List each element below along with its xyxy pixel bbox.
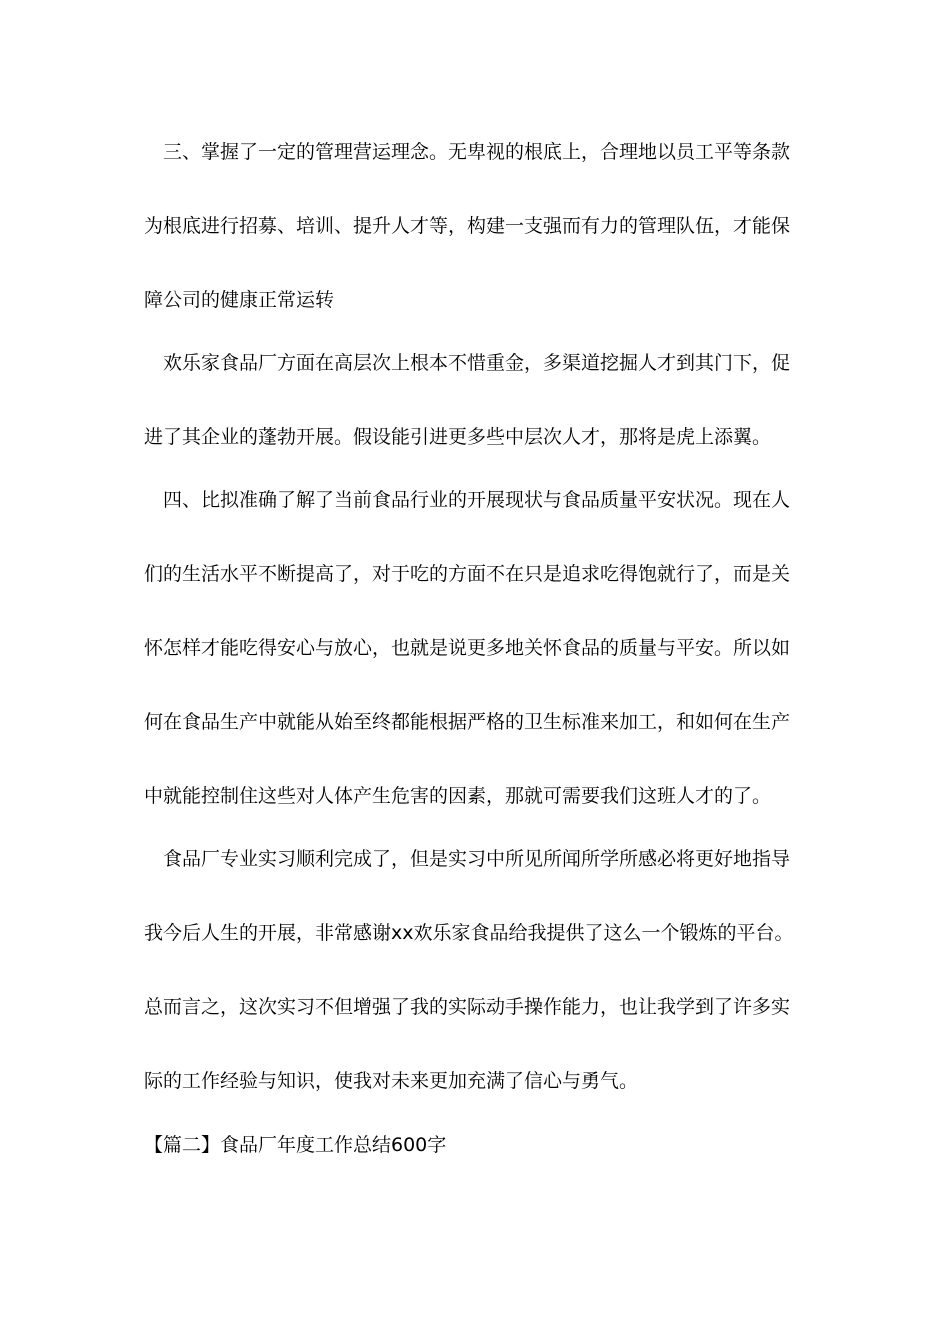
paragraph-1-line-2: 为根底进行招募、培训、提升人才等，构建一支强而有力的管理队伍，才能保 xyxy=(144,215,791,237)
paragraph-4-line-2: 我今后人生的开展，非常感谢xx欢乐家食品给我提供了这么一个锻炼的平台。 xyxy=(144,922,794,944)
paragraph-3-line-3: 怀怎样才能吃得安心与放心，也就是说更多地关怀食品的质量与平安。所以如 xyxy=(144,637,791,659)
paragraph-2-line-2: 进了其企业的蓬勃开展。假设能引进更多些中层次人才，那将是虎上添翼。 xyxy=(144,426,772,448)
paragraph-3-line-2: 们的生活水平不断提高了，对于吃的方面不在只是追求吃得饱就行了，而是关 xyxy=(144,563,791,585)
paragraph-4-line-1: 食品厂专业实习顺利完成了，但是实习中所见所闻所学所感必将更好地指导 xyxy=(163,848,791,870)
paragraph-3-line-4: 何在食品生产中就能从始至终都能根据严格的卫生标准来加工，和如何在生产 xyxy=(144,711,791,733)
paragraph-1-line-3: 障公司的健康正常运转 xyxy=(144,289,335,311)
paragraph-4-line-4: 际的工作经验与知识，使我对未来更加充满了信心与勇气。 xyxy=(144,1070,639,1092)
paragraph-4-line-3: 总而言之，这次实习不但增强了我的实际动手操作能力，也让我学到了许多实 xyxy=(144,996,791,1018)
paragraph-1-line-1: 三、掌握了一定的管理营运理念。无卑视的根底上，合理地以员工平等条款 xyxy=(163,141,791,163)
paragraph-3-line-5: 中就能控制住这些对人体产生危害的因素，那就可需要我们这班人才的了。 xyxy=(144,785,772,807)
section-heading: 【篇二】食品厂年度工作总结600字 xyxy=(144,1134,447,1156)
paragraph-3-line-1: 四、比拟准确了解了当前食品行业的开展现状与食品质量平安状况。现在人 xyxy=(163,489,791,511)
paragraph-2-line-1: 欢乐家食品厂方面在高层次上根本不惜重金，多渠道挖掘人才到其门下，促 xyxy=(163,352,791,374)
